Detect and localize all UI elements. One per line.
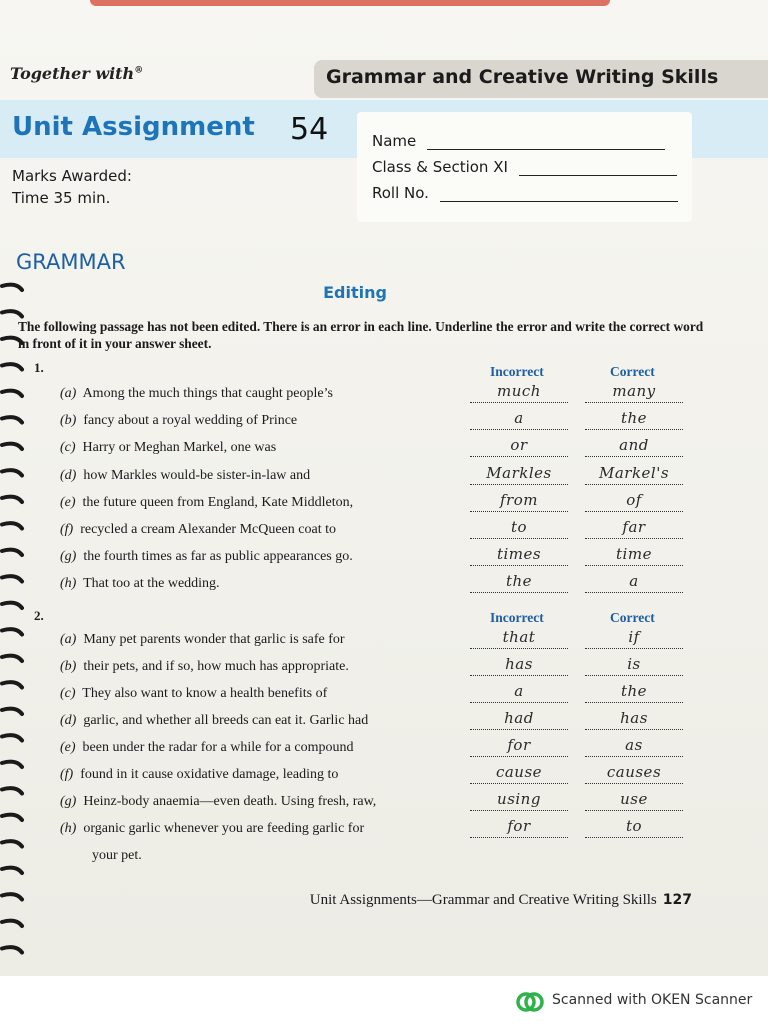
section-subheading: Editing (323, 283, 387, 302)
handwritten-correct: use (620, 790, 648, 808)
incorrect-answer-field[interactable] (470, 790, 568, 811)
passage-line (60, 549, 353, 565)
handwritten-incorrect: from (500, 490, 538, 509)
correct-answer-field[interactable] (585, 763, 683, 784)
book-title-banner (314, 60, 768, 98)
incorrect-answer-field[interactable] (470, 763, 568, 784)
handwritten-incorrect: that (502, 628, 536, 646)
spiral-loop (2, 921, 22, 926)
line-label: (a) (60, 386, 77, 401)
time-allowed: Time 35 min. (12, 189, 111, 207)
line-text: That too at the wedding. (83, 576, 220, 592)
line-label: (g) (60, 794, 77, 809)
passage-tail: your pet. (92, 848, 142, 863)
line-label: (h) (60, 576, 77, 592)
handwritten-correct: many (612, 382, 656, 400)
incorrect-answer-field[interactable] (470, 682, 568, 703)
line-text: been under the radar for a while for a compound (82, 740, 354, 755)
handwritten-correct: is (627, 655, 641, 673)
handwritten-correct: if (628, 628, 640, 646)
scanner-watermark: Scanned with OKEN Scanner (552, 992, 753, 1008)
line-text: how Markles would-be sister-in-law and (83, 467, 311, 483)
line-text: Heinz-body anaemia—even death. Using fresh, raw, (83, 794, 377, 809)
handwritten-incorrect: much (497, 382, 541, 400)
incorrect-answer-field[interactable] (470, 518, 568, 539)
spiral-loop (2, 470, 22, 475)
line-label: (g) (60, 549, 77, 565)
passage-line (60, 632, 345, 648)
incorrect-answer-field[interactable] (470, 736, 568, 757)
passage-line (60, 767, 338, 783)
marks-time (12, 165, 132, 209)
correct-answer-field[interactable] (585, 464, 683, 485)
line-label: (f) (60, 522, 74, 537)
handwritten-incorrect: for (507, 736, 531, 754)
passage-line (60, 686, 327, 702)
line-text: the fourth times as far as public appearances go. (83, 549, 353, 565)
passage-line (60, 659, 349, 675)
handwritten-incorrect: using (497, 790, 541, 808)
book-title: Grammar and Creative Writing Skills (326, 66, 719, 88)
correct-answer-field[interactable] (585, 709, 683, 730)
name-field: Name (372, 132, 665, 150)
roll-field: Roll No. (372, 184, 678, 202)
line-text: organic garlic whenever you are feeding garlic for (83, 821, 365, 836)
line-text: the future queen from England, Kate Middleton, (82, 494, 354, 510)
handwritten-correct: Markel's (598, 463, 670, 482)
section-heading: GRAMMAR (16, 250, 126, 274)
series-logo: Together with® (10, 64, 144, 83)
passage-line (60, 576, 220, 592)
line-text: found in it cause oxidative damage, leading to (80, 767, 339, 782)
handwritten-correct: the (620, 409, 648, 428)
line-label: (a) (60, 632, 77, 647)
handwritten-incorrect: to (510, 518, 528, 536)
incorrect-answer-field[interactable] (470, 464, 568, 485)
spiral-loop (2, 417, 22, 422)
spiral-loop (2, 656, 22, 661)
line-label: (b) (60, 659, 77, 674)
incorrect-answer-field[interactable] (470, 628, 568, 649)
passage-line (60, 522, 336, 538)
spiral-loop (2, 364, 22, 369)
incorrect-answer-field[interactable] (470, 572, 568, 593)
spiral-loop (2, 841, 22, 846)
handwritten-incorrect: the (505, 572, 533, 591)
handwritten-incorrect: or (510, 436, 528, 455)
spiral-loop (2, 550, 22, 555)
spiral-loop (2, 868, 22, 873)
handwritten-correct: far (622, 518, 646, 536)
spiral-loop (2, 497, 22, 502)
handwritten-incorrect: a (514, 682, 524, 700)
spiral-loop (2, 391, 22, 396)
spiral-loop (2, 682, 22, 687)
correct-answer-field[interactable] (585, 682, 683, 703)
correct-answer-field[interactable] (585, 518, 683, 539)
line-text: Among the much things that caught people’s (82, 386, 333, 401)
passage-line (60, 495, 353, 511)
incorrect-column-header: Incorrect (490, 610, 544, 625)
spiral-loop (2, 788, 22, 793)
scanner-logo-icon (516, 990, 544, 1014)
passage-line (60, 821, 364, 837)
spiral-loop (2, 603, 22, 608)
line-text: fancy about a royal wedding of Prince (83, 413, 298, 429)
handwritten-incorrect: has (505, 655, 533, 673)
spiral-loop (2, 815, 22, 820)
question-number: 1. (34, 360, 44, 375)
handwritten-correct: causes (606, 763, 662, 781)
passage-line (60, 413, 297, 429)
correct-answer-field[interactable] (585, 817, 683, 838)
line-text: They also want to know a health benefits of (82, 686, 328, 701)
spiral-loop (2, 735, 22, 740)
line-label: (h) (60, 821, 77, 836)
correct-answer-field[interactable] (585, 790, 683, 811)
handwritten-correct: a (629, 572, 639, 591)
line-label: (f) (60, 767, 74, 782)
spiral-loop (2, 576, 22, 581)
top-red-edge (90, 0, 610, 6)
line-label: (e) (60, 494, 76, 510)
page-footer: Unit Assignments—Grammar and Creative Writing Skills 127 (309, 892, 692, 908)
incorrect-answer-field[interactable] (470, 382, 568, 403)
passage-line (60, 440, 276, 456)
passage-line (60, 713, 368, 729)
correct-answer-field[interactable] (585, 572, 683, 593)
spiral-loop (2, 894, 22, 899)
incorrect-answer-field[interactable] (470, 817, 568, 838)
spiral-loop (2, 947, 22, 952)
handwritten-correct: of (626, 490, 642, 509)
line-text: Many pet parents wonder that garlic is safe for (83, 632, 345, 647)
handwritten-incorrect: had (504, 709, 534, 727)
correct-column-header: Correct (610, 364, 655, 379)
handwritten-correct: as (625, 736, 643, 754)
correct-answer-field[interactable] (585, 409, 683, 430)
spiral-loop (2, 444, 22, 449)
incorrect-answer-field[interactable] (470, 545, 568, 566)
spiral-loop (2, 523, 22, 528)
incorrect-column-header: Incorrect (490, 364, 544, 379)
passage-line (60, 740, 354, 756)
line-label: (c) (60, 686, 76, 701)
line-text: their pets, and if so, how much has appropriate. (83, 659, 349, 674)
handwritten-correct: has (620, 709, 648, 727)
line-text: recycled a cream Alexander McQueen coat to (80, 522, 336, 537)
correct-answer-field[interactable] (585, 545, 683, 566)
handwritten-correct: time (616, 545, 652, 564)
line-label: (d) (60, 467, 77, 483)
line-text: Harry or Meghan Markel, one was (82, 440, 277, 456)
passage-line (60, 468, 310, 484)
passage-line (60, 386, 333, 402)
incorrect-answer-field[interactable] (470, 655, 568, 676)
line-label: (e) (60, 740, 76, 755)
incorrect-answer-field[interactable] (470, 436, 568, 457)
correct-answer-field[interactable] (585, 436, 683, 457)
incorrect-answer-field[interactable] (470, 709, 568, 730)
line-label: (b) (60, 413, 77, 429)
correct-answer-field[interactable] (585, 736, 683, 757)
spiral-binding (0, 280, 30, 980)
correct-answer-field[interactable] (585, 382, 683, 403)
handwritten-incorrect: times (496, 545, 542, 564)
line-label: (d) (60, 713, 77, 728)
incorrect-answer-field[interactable] (470, 409, 568, 430)
handwritten-incorrect: for (507, 817, 531, 835)
class-field: Class & Section XI (372, 158, 677, 176)
question-number: 2. (34, 608, 44, 623)
handwritten-incorrect: cause (495, 763, 543, 781)
incorrect-answer-field[interactable] (470, 491, 568, 512)
passage-line (60, 794, 376, 810)
correct-answer-field[interactable] (585, 628, 683, 649)
handwritten-correct: to (625, 817, 643, 835)
line-text: garlic, and whether all breeds can eat it. Garlic had (83, 713, 369, 728)
page-number: 127 (662, 892, 692, 908)
handwritten-correct: and (619, 436, 649, 455)
correct-answer-field[interactable] (585, 491, 683, 512)
instructions: The following passage has not been edited. There is an error in each line. Underline the error and write the correct word in front of it in your answer sheet. (18, 319, 704, 351)
correct-answer-field[interactable] (585, 655, 683, 676)
handwritten-incorrect: a (514, 409, 524, 428)
unit-number: 54 (290, 112, 329, 147)
marks-awarded: Marks Awarded: (12, 167, 132, 185)
handwritten-correct: the (620, 682, 648, 700)
handwritten-incorrect: Markles (486, 463, 552, 482)
correct-column-header: Correct (610, 610, 655, 625)
unit-title: Unit Assignment (12, 112, 255, 142)
spiral-loop (2, 762, 22, 767)
spiral-loop (2, 709, 22, 714)
spiral-loop (2, 629, 22, 634)
line-label: (c) (60, 440, 76, 456)
spiral-loop (2, 311, 22, 316)
